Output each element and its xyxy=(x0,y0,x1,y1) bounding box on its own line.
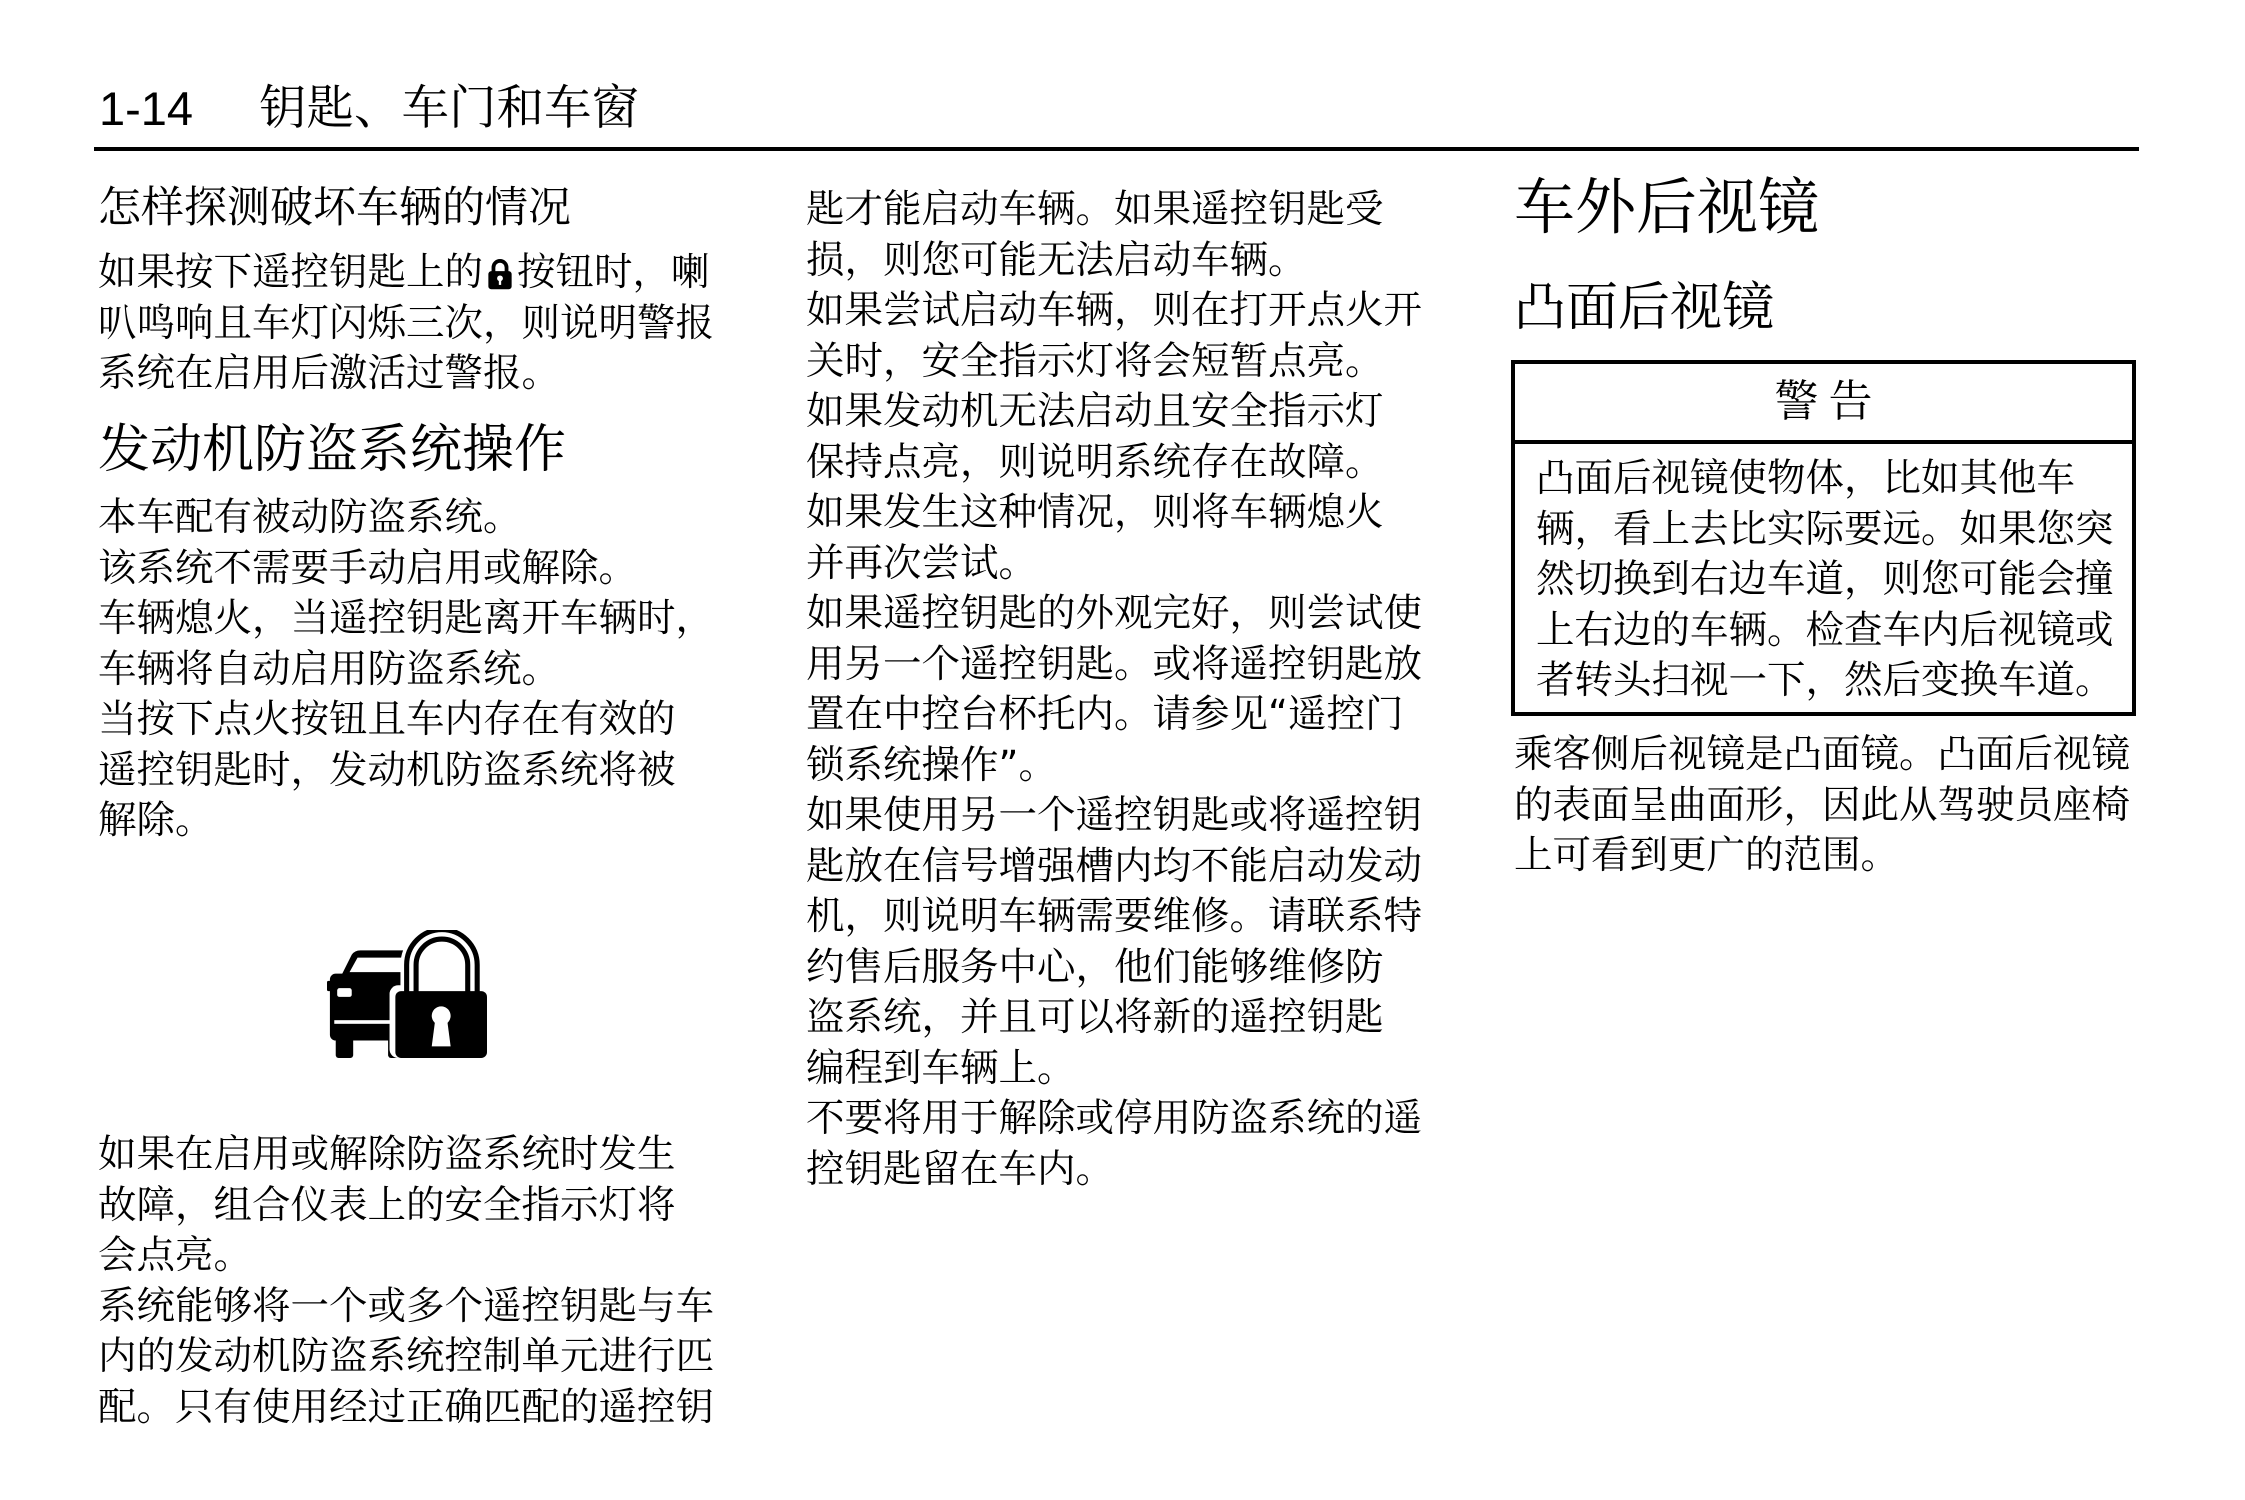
paragraph-line: 上可看到更广的范围。 xyxy=(1514,833,1900,878)
paragraph xyxy=(806,185,1436,286)
paragraph xyxy=(806,589,1436,791)
page-number: 1-14 xyxy=(99,82,194,135)
paragraph-line: 如果发生这种情况，则将车辆熄火 xyxy=(806,490,1384,535)
paragraph-line: 保持点亮，则说明系统存在故障。 xyxy=(806,439,1384,485)
convex-mirror-paragraph xyxy=(1514,730,2139,882)
paragraph-line: 会点亮。 xyxy=(98,1233,253,1278)
paragraph xyxy=(806,387,1436,488)
paragraph-line: 编程到车辆上。 xyxy=(806,1045,1076,1091)
paragraph-line: 关时，安全指示灯将会短暂点亮。 xyxy=(806,338,1384,384)
warning-box xyxy=(1511,360,2136,716)
paragraph-line: 如果遥控钥匙的外观完好，则尝试使 xyxy=(806,591,1423,636)
paragraph-line: 的表面呈曲面形，因此从驾驶员座椅 xyxy=(1514,782,2131,828)
paragraph-line: 乘客侧后视镜是凸面镜。凸面后视镜 xyxy=(1514,732,2131,777)
paragraph-line: 机，则说明车辆需要维修。请联系特 xyxy=(806,894,1423,939)
warning-line: 者转头扫视一下，然后变换车道。 xyxy=(1536,658,2114,703)
immobilizer-paragraphs xyxy=(98,493,728,847)
paragraph-line: 不要将用于解除或停用防盗系统的遥 xyxy=(806,1096,1423,1141)
paragraph-line: 系统在启用后激活过警报。 xyxy=(98,351,561,396)
paragraph-line: 如果尝试启动车辆，则在打开点火开 xyxy=(806,288,1423,333)
paragraph-line: 内的发动机防盗系统控制单元进行匹 xyxy=(98,1334,715,1379)
paragraph-line: 故障，组合仪表上的安全指示灯将 xyxy=(98,1182,676,1228)
column-2-body xyxy=(806,185,1436,1195)
paragraph-line: 系统能够将一个或多个遥控钥匙与车 xyxy=(98,1283,715,1329)
paragraph-line: 遥控钥匙时，发动机防盗系统将被 xyxy=(98,747,676,793)
paragraph-line xyxy=(98,248,728,299)
paragraph-line: 车辆将自动启用防盗系统。 xyxy=(98,646,561,692)
paragraph xyxy=(806,1094,1436,1195)
paragraph-line: 置在中控台杯托内。请参见“遥控门 xyxy=(806,692,1404,737)
paragraph-line: 如果发动机无法启动且安全指示灯 xyxy=(806,389,1384,434)
warning-line: 辆，看上去比实际要远。如果您突 xyxy=(1536,506,2114,552)
paragraph-line: 约售后服务中心，他们能够维修防 xyxy=(806,944,1384,990)
section-heading-detect-tampering: 怎样探测破坏车辆的情况 xyxy=(98,183,571,233)
warning-title: 警告 xyxy=(1515,364,2132,444)
after-figure-paragraphs xyxy=(98,1130,728,1433)
paragraph xyxy=(98,695,728,847)
subsection-heading-convex-mirror: 凸面后视镜 xyxy=(1514,278,1775,338)
section-heading-exterior-mirrors: 车外后视镜 xyxy=(1514,172,1820,243)
paragraph-line: 叭鸣响且车灯闪烁三次，则说明警报 xyxy=(98,300,715,346)
paragraph-line: 损，则您可能无法启动车辆。 xyxy=(806,237,1307,283)
chapter-title: 钥匙、车门和车窗 xyxy=(259,81,639,136)
paragraph xyxy=(98,493,728,544)
paragraph xyxy=(806,286,1436,387)
paragraph-line: 用另一个遥控钥匙。或将遥控钥匙放 xyxy=(806,641,1423,687)
warning-line: 然切换到右边车道，则您可能会撞 xyxy=(1536,557,2114,602)
paragraph-line: 如果在启用或解除防盗系统时发生 xyxy=(98,1132,676,1177)
paragraph-line: 并再次尝试。 xyxy=(806,540,1038,586)
section-heading-immobilizer: 发动机防盗系统操作 xyxy=(98,420,567,480)
paragraph-line: 当按下点火按钮且车内存在有效的 xyxy=(98,697,676,742)
paragraph-line: 盗系统，并且可以将新的遥控钥匙 xyxy=(806,995,1384,1040)
paragraph-line: 解除。 xyxy=(98,798,214,843)
paragraph xyxy=(806,791,1436,1094)
lock-icon xyxy=(485,258,515,290)
paragraph xyxy=(98,1130,728,1282)
paragraph-line: 锁系统操作”。 xyxy=(806,742,1057,788)
line-text-before-icon: 如果按下遥控钥匙上的 xyxy=(98,250,484,295)
warning-body xyxy=(1515,444,2132,712)
paragraph xyxy=(98,1282,728,1434)
warning-line: 上右边的车辆。检查车内后视镜或 xyxy=(1536,607,2114,653)
header-rule xyxy=(94,147,2139,151)
paragraph-line: 本车配有被动防盗系统。 xyxy=(98,495,522,540)
car-padlock-security-icon xyxy=(327,930,487,1058)
paragraph-line: 控钥匙留在车内。 xyxy=(806,1146,1115,1192)
line-text-after-icon: 按钮时，喇 xyxy=(517,250,710,295)
warning-line: 凸面后视镜使物体，比如其他车 xyxy=(1536,456,2076,501)
detect-paragraph xyxy=(98,248,728,400)
paragraph-line: 车辆熄火，当遥控钥匙离开车辆时， xyxy=(98,596,715,641)
paragraph-line: 如果使用另一个遥控钥匙或将遥控钥 xyxy=(806,793,1423,838)
paragraph-line: 该系统不需要手动启用或解除。 xyxy=(98,545,638,591)
security-indicator-figure xyxy=(327,930,487,1058)
paragraph xyxy=(98,544,728,595)
paragraph xyxy=(98,594,728,695)
paragraph-line: 匙才能启动车辆。如果遥控钥匙受 xyxy=(806,187,1384,232)
paragraph-line: 配。只有使用经过正确匹配的遥控钥 xyxy=(98,1384,715,1430)
paragraph xyxy=(806,488,1436,589)
paragraph-line: 匙放在信号增强槽内均不能启动发动 xyxy=(806,843,1423,889)
